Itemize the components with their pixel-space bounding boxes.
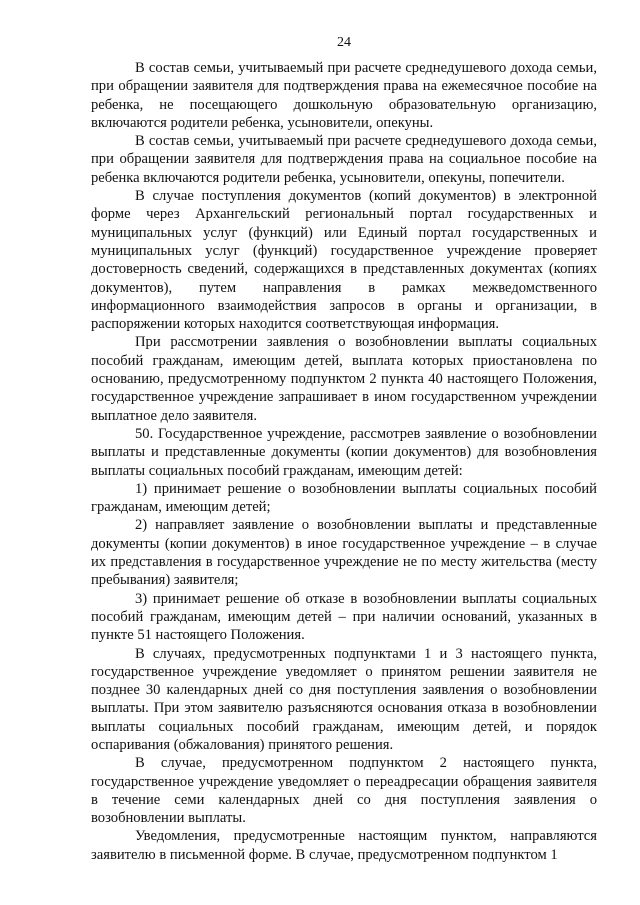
paragraph-subitem-2: 2) направляет заявление о возобновлении выплаты и представленные документы (копии документов) в иное государственное учреждение – в случае их представления в государственное учреждение не по месту жительства (месту пребывания) заявителя;: [91, 517, 597, 589]
paragraph-family-composition-social-allowance: В состав семьи, учитываемый при расчете среднедушевого дохода семьи, при обращении заявителя для подтверждения права на социальное пособие на ребенка включаются родители ребенка, усыновители, опекуны, попечители.: [91, 133, 597, 186]
paragraph-notification-30-days: В случаях, предусмотренных подпунктами 1 и 3 настоящего пункта, государственное учреждение уведомляет о принятом решении заявителя не позднее 30 календарных дней со дня поступления заявления о возобновлении выплаты. При этом заявителю разъясняются основания отказа в возобновлении выплаты социальных пособий гражданам, имеющим детей, и порядок оспаривания (обжалования) принятого решения.: [91, 645, 597, 753]
paragraph-notification-redirect: В случае, предусмотренном подпунктом 2 настоящего пункта, государственное учреждение уведомляет о переадресации обращения заявителя в течение семи календарных дней со дня поступления заявления о возобновлении выплаты.: [91, 755, 597, 827]
paragraph-electronic-documents: В случае поступления документов (копий документов) в электронной форме через Архангельский региональный портал государственных и муниципальных услуг (функций) или Единый портал государственных и муниципальных услуг (функций) государственное учреждение проверяет достоверность сведений, содержащихся в представленных документах (копиях документов), путем направления в рамках межведомственного информационного взаимодействия запросов в органы и организации, в распоряжении которых находится соответствующая информация.: [91, 188, 597, 333]
paragraph-family-composition-monthly-allowance: В состав семьи, учитываемый при расчете среднедушевого дохода семьи, при обращении заявителя для подтверждения права на ежемесячное пособие на ребенка, не посещающего дошкольную образовательную организацию, включаются родители ребенка, усыновители, опекуны.: [91, 60, 597, 131]
paragraph-subitem-1: 1) принимает решение о возобновлении выплаты социальных пособий гражданам, имеющим детей;: [91, 480, 597, 516]
paragraph-written-notifications: Уведомления, предусмотренные настоящим пунктом, направляются заявителю в письменной форме. В случае, предусмотренном подпунктом 1: [91, 828, 597, 863]
paragraph-item-50: 50. Государственное учреждение, рассмотрев заявление о возобновлении выплаты и представленные документы (копии документов) для возобновления выплаты социальных пособий гражданам, имеющим детей:: [91, 425, 597, 479]
paragraph-subitem-3: 3) принимает решение об отказе в возобновлении выплаты социальных пособий гражданам, имеющим детей – при наличии оснований, указанных в пункте 51 настоящего Положения.: [91, 590, 597, 644]
paragraph-resumption-request: При рассмотрении заявления о возобновлении выплаты социальных пособий гражданам, имеющим детей, выплата которых приостановлена по основанию, предусмотренному подпунктом 2 пункта 40 настоящего Положения, государственное учреждение запрашивает в ином государственном учреждении выплатное дело заявителя.: [91, 334, 597, 424]
page-number: 24: [337, 35, 351, 50]
